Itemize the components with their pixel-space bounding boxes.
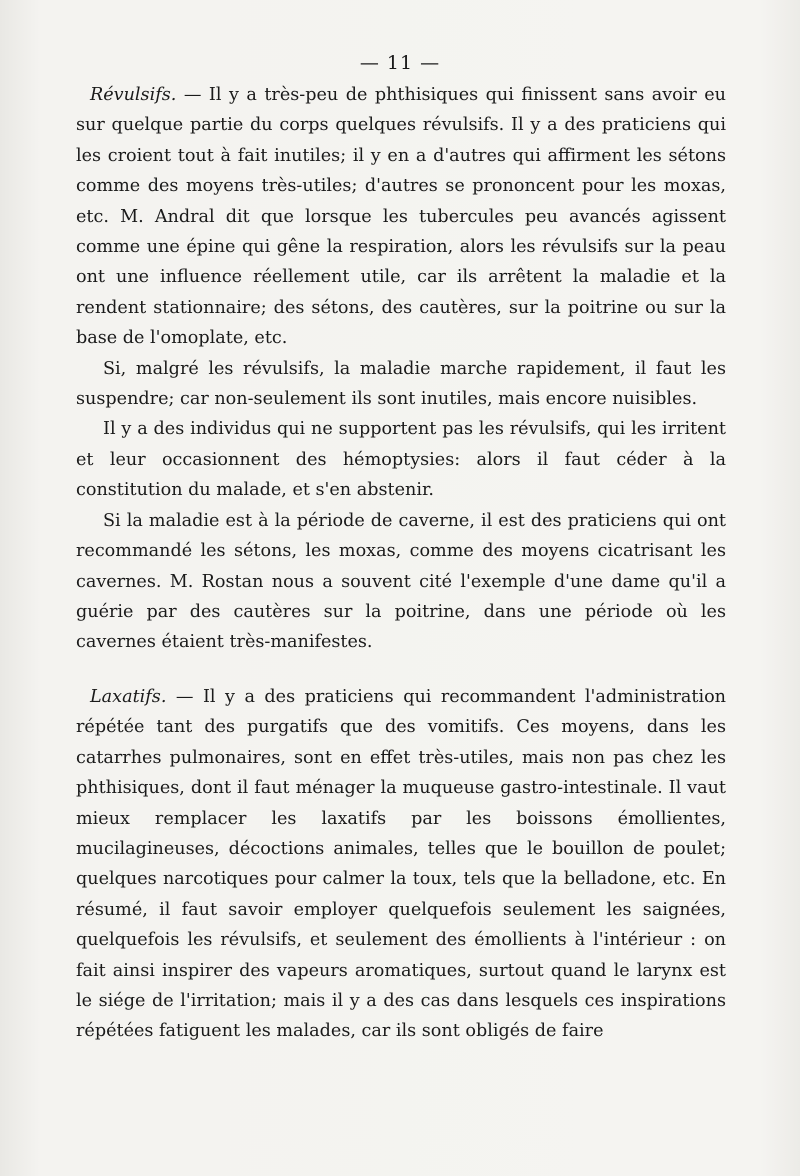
paragraph: Si, malgré les révulsifs, la maladie marche rapidement, il faut les suspendre; car non-seulement ils sont inutiles, mais encore nuisibles.	[76, 358, 726, 410]
section-revulsifs	[76, 80, 726, 658]
paragraph-text: — Il y a des praticiens qui recommandent l'administration répétée tant des purgatifs que des vomitifs. Ces moyens, dans les catarrhes pulmonaires, sont en effet très-utiles, mais non pas chez les phthisiques, dont il faut ménager la muqueuse gastro-intestinale. Il vaut mieux remplacer les laxatifs par les boissons émollientes, mucilagineuses, décoctions animales, telles que le bouillon de poulet; quelques narcotiques pour calmer la toux, tels que la belladone, etc. En résumé, il faut savoir employer quelquefois seulement les saignées, quelquefois les révulsifs, et seulement des émollients à l'intérieur : on fait ainsi inspirer des vapeurs aromatiques, surtout quand le larynx est le siége de l'irritation; mais il y a des cas dans lesquels ces inspirations répétées fatiguent les malades, car ils sont obligés de faire	[76, 687, 726, 1042]
paragraph: Il y a des individus qui ne supportent pas les révulsifs, qui les irritent et leur occasionnent des hémoptysies: alors il faut céder à la constitution du malade, et s'en abstenir.	[76, 419, 726, 501]
section-title: Révulsifs.	[90, 85, 177, 105]
paragraph-text: — Il y a très-peu de phthisiques qui finissent sans avoir eu sur quelque partie du corps quelques révulsifs. Il y a des praticiens qui les croient tout à fait inutiles; il y en a d'autres qui affirment les sétons comme des moyens très-utiles; d'autres se prononcent pour les moxas, etc. M. Andral dit que lorsque les tubercules peu avancés agissent comme une épine qui gêne la respiration, alors les révulsifs sur la peau ont une influence réellement utile, car ils arrêtent la maladie et la rendent stationnaire; des sétons, des cautères, sur la poitrine ou sur la base de l'omoplate, etc.	[76, 85, 726, 349]
section-title: Laxatifs.	[90, 687, 167, 707]
paragraph	[76, 80, 726, 354]
section-laxatifs	[76, 682, 726, 1047]
paragraph	[76, 682, 726, 1047]
page-number: — 11 —	[359, 52, 441, 74]
paragraph: Si la maladie est à la période de caverne, il est des praticiens qui ont recommandé les sétons, les moxas, comme des moyens cicatrisant les cavernes. M. Rostan nous a souvent cité l'exemple d'une dame qu'il a guérie par des cautères sur la poitrine, dans une période où les cavernes étaient très-manifestes.	[76, 510, 726, 653]
